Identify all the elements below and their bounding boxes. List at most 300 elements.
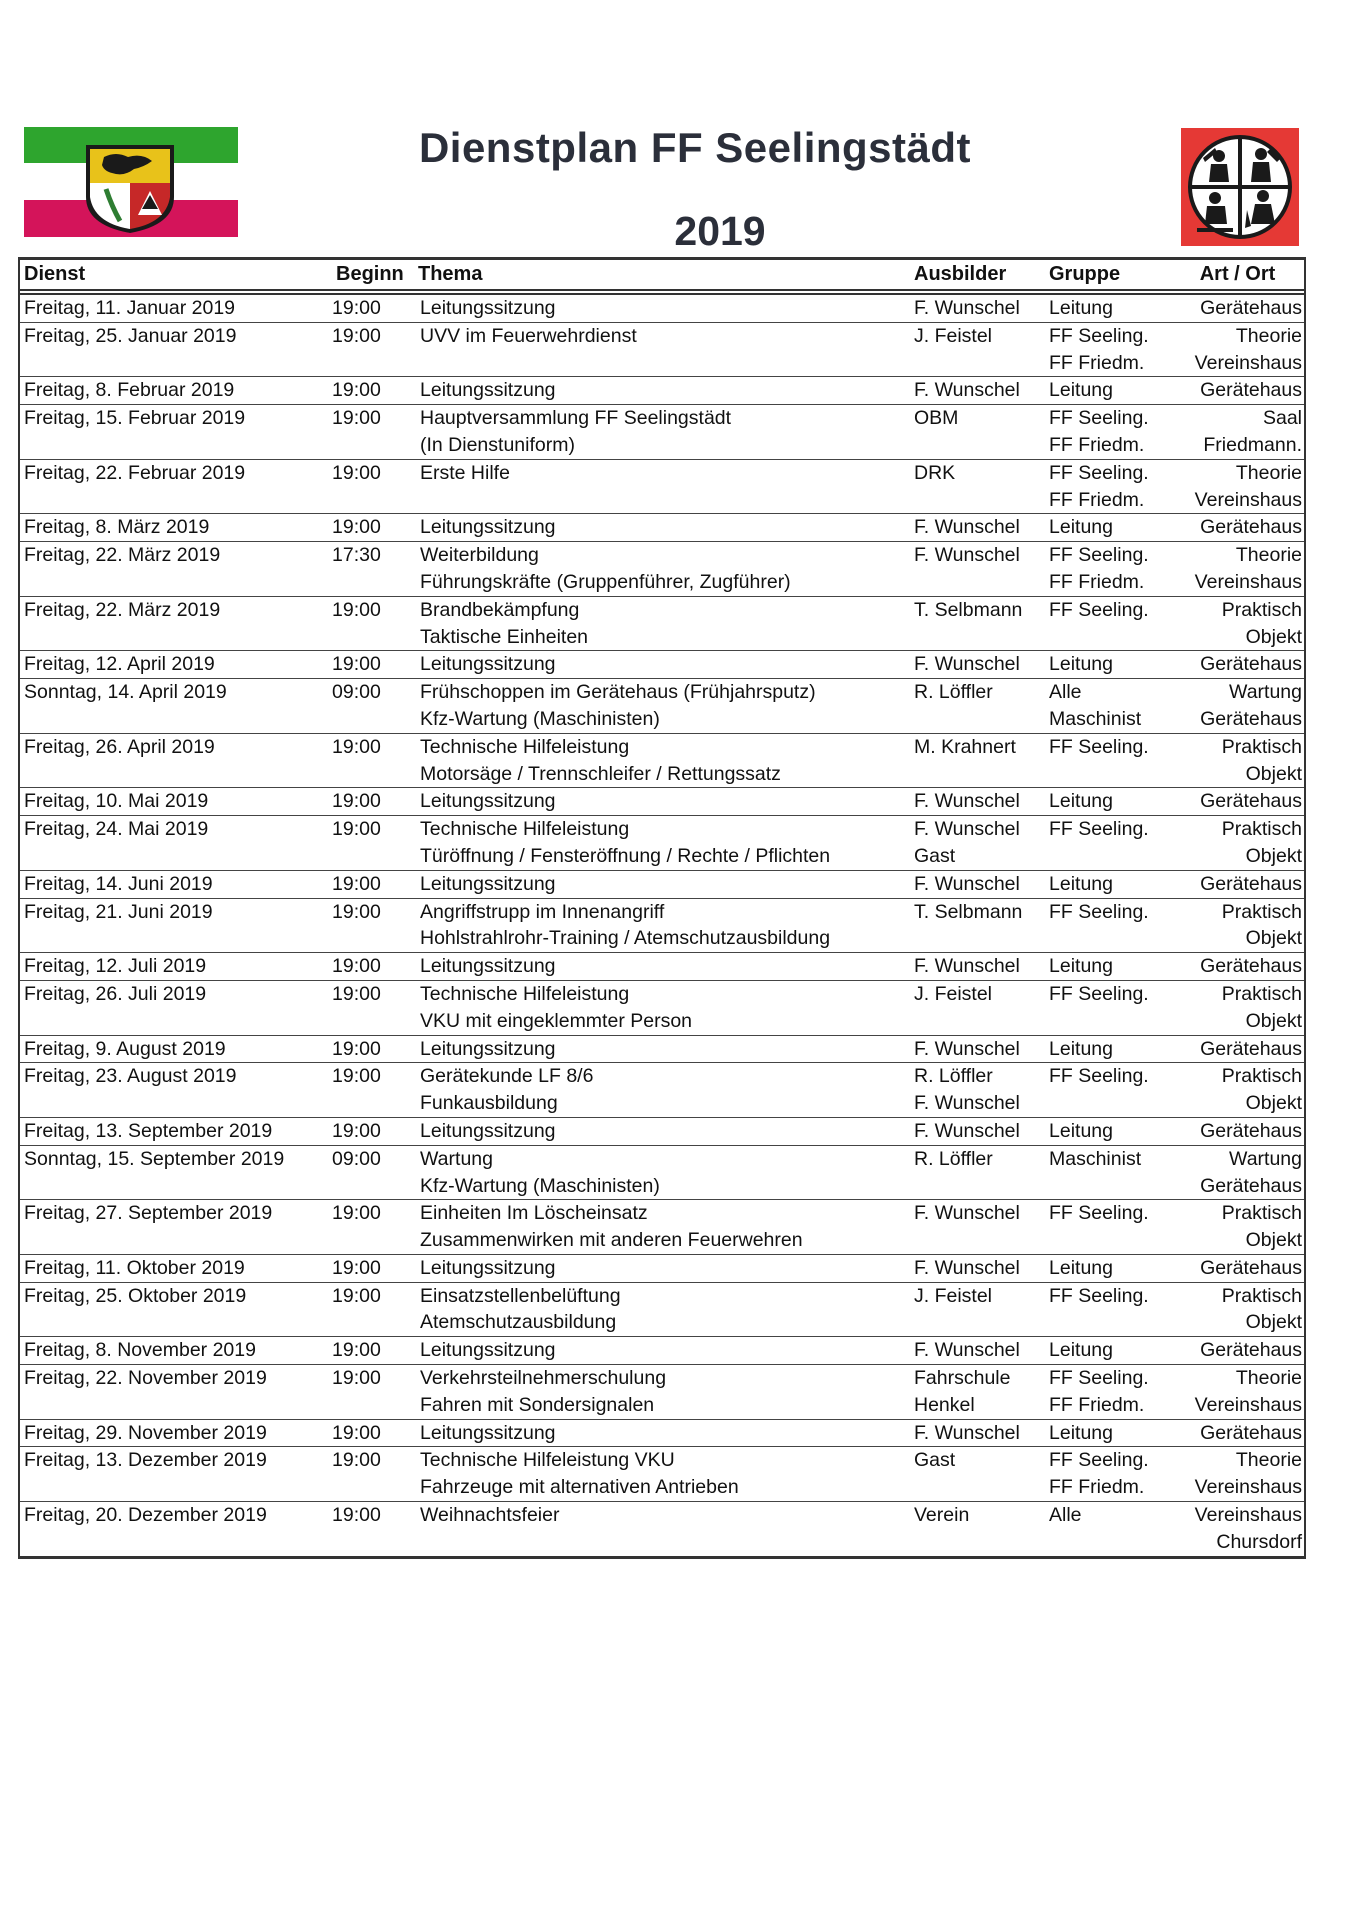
cell-beginn-line: 19:00	[332, 982, 381, 1005]
cell-gruppe-line	[1049, 624, 1173, 651]
cell-art-ort-line: Objekt	[1245, 927, 1302, 950]
cell-dienst	[20, 1200, 332, 1254]
cell-ausbilder-line: R. Löffler	[914, 1147, 993, 1170]
cell-dienst	[20, 1063, 332, 1117]
cell-art-ort	[1173, 1502, 1304, 1556]
table-row	[20, 323, 1304, 378]
cell-art-ort-line: Vereinshaus	[1194, 1476, 1302, 1499]
cell-art-ort-line: Vereinshaus	[1194, 351, 1302, 374]
cell-art-ort-line: Gerätehaus	[1200, 1037, 1302, 1060]
cell-art-ort-line: Praktisch	[1221, 1065, 1302, 1088]
cell-ausbilder-line: Verein	[914, 1504, 970, 1527]
cell-dienst-line	[24, 1090, 332, 1117]
cell-beginn-line: 19:00	[332, 598, 381, 621]
cell-ausbilder	[910, 651, 1045, 678]
cell-gruppe	[1045, 816, 1173, 870]
cell-dienst-line: Freitag, 12. April 2019	[24, 653, 215, 676]
municipality-flag-logo	[24, 127, 238, 237]
column-header-beginn: Beginn	[336, 263, 404, 285]
cell-ausbilder-line: M. Krahnert	[914, 735, 1016, 758]
cell-ausbilder	[910, 1502, 1045, 1556]
cell-art-ort	[1173, 460, 1304, 514]
cell-ausbilder-line: F. Wunschel	[914, 516, 1020, 539]
cell-art-ort-line: Praktisch	[1221, 1284, 1302, 1307]
cell-ausbilder	[910, 788, 1045, 815]
cell-art-ort-line: Objekt	[1245, 1009, 1302, 1032]
cell-gruppe-line: Alle	[1049, 681, 1082, 704]
cell-dienst-line	[24, 1392, 332, 1419]
cell-ausbilder	[910, 1200, 1045, 1254]
cell-dienst-line	[24, 432, 332, 459]
cell-gruppe	[1045, 679, 1173, 733]
cell-gruppe	[1045, 1283, 1173, 1337]
cell-ausbilder	[910, 1146, 1045, 1200]
cell-thema	[414, 1063, 910, 1117]
cell-thema-line: Leitungssitzung	[420, 297, 556, 319]
cell-art-ort-line: Praktisch	[1221, 598, 1302, 621]
cell-dienst-line: Freitag, 26. Juli 2019	[24, 982, 207, 1005]
table-header	[20, 260, 1304, 295]
cell-beginn-line: 17:30	[332, 544, 381, 567]
cell-thema-line: Weiterbildung	[420, 544, 539, 567]
cell-thema-line: Taktische Einheiten	[420, 625, 589, 648]
cell-thema-line: Leitungssitzung	[420, 790, 556, 813]
cell-gruppe-line	[1049, 761, 1173, 788]
cell-thema-line: Leitungssitzung	[420, 379, 556, 402]
cell-ausbilder-line	[914, 624, 1045, 651]
cell-thema	[414, 816, 910, 870]
table-row	[20, 1420, 1304, 1448]
cell-ausbilder	[910, 1036, 1045, 1063]
cell-ausbilder	[910, 1447, 1045, 1501]
cell-beginn-line: 19:00	[332, 1367, 381, 1390]
cell-beginn-line: 19:00	[332, 1284, 381, 1307]
cell-ausbilder-line	[914, 432, 1045, 459]
cell-dienst-line: Freitag, 11. Januar 2019	[24, 297, 236, 319]
table-row	[20, 816, 1304, 871]
cell-dienst	[20, 597, 332, 651]
cell-gruppe-line: FF Friedm.	[1049, 351, 1145, 374]
column-header-thema: Thema	[418, 263, 483, 285]
cell-gruppe-line	[1049, 1309, 1173, 1336]
cell-thema-line	[420, 350, 910, 377]
cell-beginn	[332, 295, 414, 322]
cell-dienst-line	[24, 1309, 332, 1336]
cell-beginn	[332, 597, 414, 651]
cell-thema	[414, 514, 910, 541]
cell-beginn	[332, 405, 414, 459]
cell-gruppe-line: FF Seeling.	[1049, 1065, 1149, 1088]
cell-ausbilder-line: T. Selbmann	[914, 900, 1023, 923]
cell-dienst-line: Freitag, 8. Februar 2019	[24, 379, 235, 402]
cell-dienst-line: Freitag, 21. Juni 2019	[24, 900, 213, 923]
cell-art-ort	[1173, 542, 1304, 596]
cell-beginn	[332, 1036, 414, 1063]
table-row	[20, 1337, 1304, 1365]
cell-thema-line: Zusammenwirken mit anderen Feuerwehren	[420, 1229, 803, 1252]
cell-gruppe	[1045, 1118, 1173, 1145]
cell-gruppe-line: FF Seeling.	[1049, 1202, 1149, 1225]
cell-gruppe-line: FF Seeling.	[1049, 900, 1149, 923]
cell-thema-line: Wartung	[420, 1147, 493, 1170]
cell-gruppe-line: FF Friedm.	[1049, 433, 1145, 456]
cell-gruppe-line: FF Seeling.	[1049, 407, 1149, 430]
cell-beginn-line: 19:00	[332, 1504, 381, 1527]
cell-beginn-line: 19:00	[332, 790, 381, 813]
cell-ausbilder	[910, 679, 1045, 733]
cell-gruppe	[1045, 1447, 1173, 1501]
cell-gruppe	[1045, 542, 1173, 596]
cell-thema-line: (In Dienstuniform)	[420, 433, 575, 456]
cell-art-ort-line: Wartung	[1229, 681, 1302, 704]
cell-ausbilder-line: F. Wunschel	[914, 1256, 1020, 1279]
cell-dienst-line	[24, 624, 332, 651]
cell-gruppe-line: Alle	[1049, 1504, 1082, 1527]
cell-ausbilder-line	[914, 706, 1045, 733]
table-row	[20, 377, 1304, 405]
cell-gruppe-line: Leitung	[1049, 297, 1113, 319]
cell-thema-line: Motorsäge / Trennschleifer / Rettungssatz	[420, 762, 781, 785]
cell-ausbilder-line: DRK	[914, 461, 956, 484]
cell-gruppe	[1045, 981, 1173, 1035]
cell-ausbilder-line: J. Feistel	[914, 1284, 993, 1307]
cell-beginn	[332, 323, 414, 377]
cell-gruppe-line: Leitung	[1049, 1256, 1113, 1279]
cell-art-ort	[1173, 871, 1304, 898]
cell-dienst-line	[24, 1529, 332, 1556]
cell-ausbilder-line	[914, 761, 1045, 788]
cell-beginn-line	[332, 350, 414, 377]
cell-gruppe-line: Maschinist	[1049, 707, 1142, 730]
cell-gruppe	[1045, 597, 1173, 651]
cell-beginn-line	[332, 843, 414, 870]
cell-ausbilder-line	[914, 569, 1045, 596]
cell-gruppe	[1045, 1146, 1173, 1200]
cell-art-ort	[1173, 788, 1304, 815]
cell-beginn	[332, 1502, 414, 1556]
cell-art-ort-line: Theorie	[1235, 1449, 1302, 1472]
cell-art-ort-line: Objekt	[1245, 762, 1302, 785]
cell-art-ort	[1173, 1447, 1304, 1501]
cell-dienst	[20, 323, 332, 377]
cell-dienst-line: Freitag, 29. November 2019	[24, 1421, 267, 1444]
cell-thema-line: Technische Hilfeleistung	[420, 982, 630, 1005]
cell-beginn-line	[332, 432, 414, 459]
cell-dienst	[20, 1255, 332, 1282]
cell-beginn-line: 19:00	[332, 1421, 381, 1444]
cell-thema	[414, 1036, 910, 1063]
cell-art-ort-line: Vereinshaus	[1194, 488, 1302, 511]
cell-beginn-line: 19:00	[332, 735, 381, 758]
cell-gruppe	[1045, 1420, 1173, 1447]
column-header-dienst: Dienst	[24, 263, 86, 285]
cell-art-ort	[1173, 651, 1304, 678]
cell-art-ort	[1173, 295, 1304, 322]
cell-ausbilder	[910, 899, 1045, 953]
cell-dienst	[20, 1502, 332, 1556]
cell-dienst-line: Freitag, 8. November 2019	[24, 1339, 256, 1362]
cell-dienst-line	[24, 1173, 332, 1200]
cell-ausbilder-line: OBM	[914, 407, 959, 430]
cell-art-ort-line: Theorie	[1235, 324, 1302, 347]
cell-gruppe	[1045, 1337, 1173, 1364]
cell-art-ort-line: Gerätehaus	[1200, 707, 1302, 730]
table-row	[20, 1502, 1304, 1556]
cell-beginn-line	[332, 487, 414, 514]
cell-gruppe-line: Leitung	[1049, 790, 1113, 813]
cell-thema-line: Leitungssitzung	[420, 1037, 556, 1060]
cell-thema-line: Einheiten Im Löscheinsatz	[420, 1202, 648, 1225]
cell-thema-line: Frühschoppen im Gerätehaus (Frühjahrsputz)	[420, 681, 816, 704]
cell-thema	[414, 405, 910, 459]
cell-ausbilder-line: T. Selbmann	[914, 598, 1023, 621]
cell-dienst-line: Freitag, 20. Dezember 2019	[24, 1504, 267, 1527]
cell-ausbilder	[910, 1420, 1045, 1447]
cell-beginn-line: 19:00	[332, 653, 381, 676]
cell-ausbilder-line	[914, 1008, 1045, 1035]
cell-dienst	[20, 1036, 332, 1063]
cell-dienst	[20, 295, 332, 322]
table-row	[20, 734, 1304, 789]
cell-art-ort-line: Chursdorf	[1216, 1530, 1302, 1553]
cell-art-ort	[1173, 953, 1304, 980]
column-header-ausbilder: Ausbilder	[914, 263, 1007, 285]
cell-gruppe	[1045, 1502, 1173, 1556]
cell-beginn	[332, 899, 414, 953]
cell-gruppe-line	[1049, 1090, 1173, 1117]
cell-dienst	[20, 1118, 332, 1145]
cell-beginn-line: 19:00	[332, 955, 381, 978]
cell-gruppe-line: FF Friedm.	[1049, 1393, 1145, 1416]
cell-ausbilder	[910, 1337, 1045, 1364]
cell-thema	[414, 1447, 910, 1501]
cell-art-ort	[1173, 816, 1304, 870]
cell-beginn-line	[332, 1474, 414, 1501]
cell-gruppe	[1045, 953, 1173, 980]
cell-dienst-line: Freitag, 25. Oktober 2019	[24, 1284, 247, 1307]
cell-beginn-line: 19:00	[332, 407, 381, 430]
cell-dienst-line: Sonntag, 15. September 2019	[24, 1147, 285, 1170]
cell-ausbilder-line: F. Wunschel	[914, 544, 1020, 567]
table-row	[20, 597, 1304, 652]
cell-dienst	[20, 1420, 332, 1447]
cell-dienst-line	[24, 1227, 332, 1254]
cell-gruppe-line	[1049, 843, 1173, 870]
cell-dienst	[20, 405, 332, 459]
cell-ausbilder	[910, 1283, 1045, 1337]
cell-thema-line: Kfz-Wartung (Maschinisten)	[420, 1174, 660, 1197]
cell-dienst-line: Freitag, 22. März 2019	[24, 598, 221, 621]
cell-ausbilder-line: R. Löffler	[914, 1065, 993, 1088]
cell-art-ort-line: Theorie	[1235, 1367, 1302, 1390]
cell-gruppe-line: Leitung	[1049, 1119, 1113, 1142]
table-row	[20, 953, 1304, 981]
cell-art-ort-line: Gerätehaus	[1200, 379, 1302, 402]
fire-brigade-emblem-logo	[1181, 128, 1299, 246]
cell-thema	[414, 1255, 910, 1282]
cell-thema	[414, 899, 910, 953]
cell-beginn	[332, 514, 414, 541]
cell-thema	[414, 1420, 910, 1447]
table-row	[20, 899, 1304, 954]
cell-ausbilder	[910, 295, 1045, 322]
cell-art-ort-line: Friedmann.	[1203, 433, 1302, 456]
table-row	[20, 514, 1304, 542]
cell-art-ort-line: Objekt	[1245, 625, 1302, 648]
table-row	[20, 295, 1304, 323]
cell-ausbilder	[910, 1365, 1045, 1419]
cell-ausbilder	[910, 1118, 1045, 1145]
cell-thema	[414, 734, 910, 788]
cell-dienst-line: Freitag, 24. Mai 2019	[24, 818, 209, 841]
cell-art-ort	[1173, 1255, 1304, 1282]
cell-beginn-line	[332, 569, 414, 596]
cell-ausbilder-line: Gast	[914, 844, 956, 867]
cell-beginn	[332, 651, 414, 678]
cell-gruppe	[1045, 734, 1173, 788]
cell-thema-line: Technische Hilfeleistung VKU	[420, 1449, 675, 1472]
table-row	[20, 1146, 1304, 1201]
cell-thema-line: Leitungssitzung	[420, 1421, 556, 1444]
cell-beginn	[332, 1200, 414, 1254]
cell-beginn-line: 19:00	[332, 516, 381, 539]
cell-ausbilder-line: F. Wunschel	[914, 1119, 1020, 1142]
table-row	[20, 1118, 1304, 1146]
cell-ausbilder-line	[914, 1173, 1045, 1200]
cell-thema-line: Leitungssitzung	[420, 1339, 556, 1362]
cell-gruppe-line: FF Seeling.	[1049, 1284, 1149, 1307]
cell-art-ort-line: Gerätehaus	[1200, 1119, 1302, 1142]
cell-art-ort-line: Objekt	[1245, 1311, 1302, 1334]
cell-thema-line: Brandbekämpfung	[420, 598, 580, 621]
cell-ausbilder-line: F. Wunschel	[914, 379, 1020, 402]
cell-dienst-line: Freitag, 22. November 2019	[24, 1367, 267, 1390]
cell-art-ort	[1173, 1036, 1304, 1063]
cell-ausbilder-line: F. Wunschel	[914, 955, 1020, 978]
cell-dienst	[20, 377, 332, 404]
duty-roster-table	[18, 257, 1306, 1559]
cell-art-ort	[1173, 405, 1304, 459]
cell-thema-line: Atemschutzausbildung	[420, 1311, 617, 1334]
cell-art-ort-line: Saal	[1262, 407, 1302, 430]
cell-art-ort	[1173, 1146, 1304, 1200]
cell-dienst	[20, 1337, 332, 1364]
cell-dienst-line	[24, 487, 332, 514]
cell-thema-line: Leitungssitzung	[420, 516, 556, 539]
cell-thema-line: Hauptversammlung FF Seelingstädt	[420, 407, 732, 430]
cell-thema	[414, 1365, 910, 1419]
page-title: Dienstplan FF Seelingstädt	[418, 124, 972, 171]
cell-dienst	[20, 788, 332, 815]
cell-thema	[414, 679, 910, 733]
cell-dienst-line: Freitag, 22. März 2019	[24, 544, 221, 567]
table-row	[20, 651, 1304, 679]
cell-beginn-line: 19:00	[332, 1065, 381, 1088]
cell-gruppe-line: FF Seeling.	[1049, 1367, 1149, 1390]
cell-dienst-line	[24, 761, 332, 788]
cell-beginn-line	[332, 1529, 414, 1556]
cell-gruppe-line: FF Seeling.	[1049, 544, 1149, 567]
cell-gruppe-line: FF Friedm.	[1049, 1476, 1145, 1499]
cell-ausbilder	[910, 460, 1045, 514]
cell-gruppe	[1045, 295, 1173, 322]
cell-beginn-line	[332, 1008, 414, 1035]
cell-ausbilder-line: J. Feistel	[914, 324, 993, 347]
table-row	[20, 1365, 1304, 1420]
cell-thema-line: Einsatzstellenbelüftung	[420, 1284, 621, 1307]
cell-thema-line: UVV im Feuerwehrdienst	[420, 324, 637, 347]
cell-ausbilder-line	[914, 925, 1045, 952]
cell-thema	[414, 1502, 910, 1556]
coat-of-arms-icon	[86, 145, 174, 233]
cell-ausbilder-line: F. Wunschel	[914, 297, 1020, 319]
cell-dienst-line: Freitag, 23. August 2019	[24, 1065, 237, 1088]
cell-beginn-line	[332, 1173, 414, 1200]
cell-gruppe-line	[1049, 1529, 1173, 1556]
cell-dienst-line	[24, 350, 332, 377]
cell-art-ort	[1173, 1365, 1304, 1419]
cell-thema	[414, 323, 910, 377]
cell-art-ort	[1173, 899, 1304, 953]
cell-beginn-line	[332, 925, 414, 952]
cell-art-ort-line: Gerätehaus	[1200, 1256, 1302, 1279]
cell-dienst	[20, 679, 332, 733]
cell-ausbilder-line: Henkel	[914, 1393, 975, 1416]
cell-beginn-line: 19:00	[332, 1037, 381, 1060]
cell-beginn-line	[332, 761, 414, 788]
cell-ausbilder	[910, 871, 1045, 898]
table-row	[20, 1283, 1304, 1338]
cell-thema	[414, 295, 910, 322]
cell-beginn-line: 19:00	[332, 818, 381, 841]
cell-beginn-line: 09:00	[332, 681, 381, 704]
cell-beginn	[332, 377, 414, 404]
cell-gruppe	[1045, 899, 1173, 953]
cell-ausbilder-line	[914, 1309, 1045, 1336]
cell-art-ort	[1173, 1118, 1304, 1145]
cell-art-ort-line: Gerätehaus	[1200, 1174, 1302, 1197]
cell-gruppe-line: FF Seeling.	[1049, 598, 1149, 621]
cell-dienst	[20, 514, 332, 541]
cell-art-ort	[1173, 1337, 1304, 1364]
cell-art-ort-line: Gerätehaus	[1200, 516, 1302, 539]
cell-gruppe-line: FF Friedm.	[1049, 570, 1145, 593]
cell-beginn	[332, 981, 414, 1035]
cell-ausbilder-line	[914, 1227, 1045, 1254]
cell-dienst	[20, 460, 332, 514]
table-body	[20, 295, 1304, 1556]
cell-art-ort	[1173, 323, 1304, 377]
cell-thema	[414, 542, 910, 596]
cell-thema	[414, 1283, 910, 1337]
cell-thema	[414, 651, 910, 678]
cell-dienst-line: Freitag, 8. März 2019	[24, 516, 210, 539]
cell-art-ort-line: Objekt	[1245, 1229, 1302, 1252]
cell-ausbilder	[910, 953, 1045, 980]
cell-beginn	[332, 788, 414, 815]
cell-ausbilder-line: F. Wunschel	[914, 1421, 1020, 1444]
cell-ausbilder	[910, 1255, 1045, 1282]
cell-beginn	[332, 1365, 414, 1419]
cell-gruppe-line: FF Friedm.	[1049, 488, 1145, 511]
cell-art-ort-line: Vereinshaus	[1194, 570, 1302, 593]
cell-ausbilder-line: F. Wunschel	[914, 872, 1020, 895]
cell-thema-line: Türöffnung / Fensteröffnung / Rechte / Pflichten	[420, 844, 831, 867]
cell-ausbilder-line: F. Wunschel	[914, 1339, 1020, 1362]
cell-thema-line: Angriffstrupp im Innenangriff	[420, 900, 665, 923]
cell-thema-line: Weihnachtsfeier	[420, 1504, 560, 1527]
cell-art-ort	[1173, 1200, 1304, 1254]
